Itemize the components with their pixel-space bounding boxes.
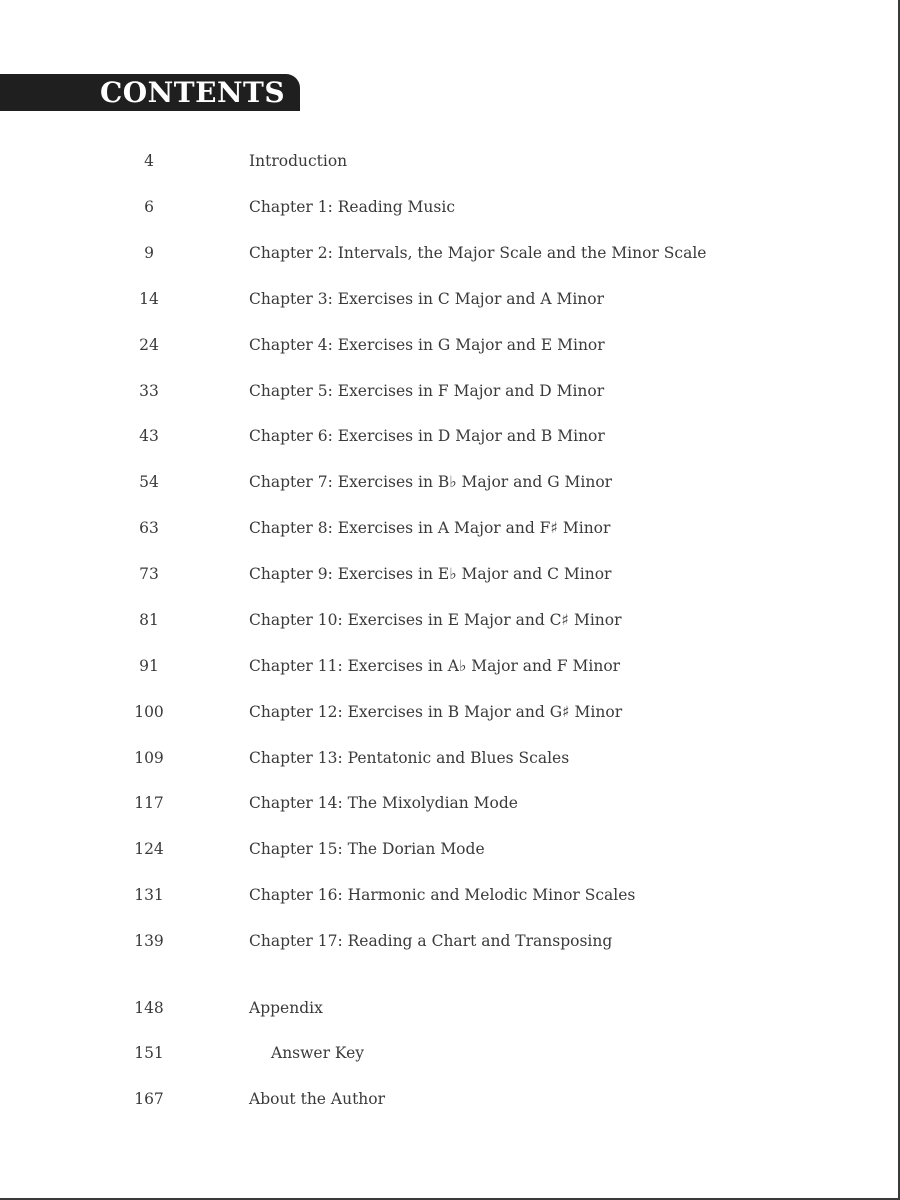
toc-row-chapter-4[interactable] [0, 333, 900, 357]
toc-entry-title: Chapter 9: Exercises in E♭ Major and C Minor [249, 565, 612, 583]
toc-row-chapter-13[interactable] [0, 746, 900, 770]
toc-page-number: 81 [139, 611, 159, 629]
toc-page-number: 124 [134, 840, 164, 858]
toc-entry-title: Chapter 8: Exercises in A Major and F♯ Minor [249, 519, 611, 537]
toc-page-number: 139 [134, 932, 164, 950]
toc-entry-title: Appendix [249, 999, 323, 1017]
toc-row-chapter-17[interactable] [0, 929, 900, 953]
toc-page-number: 4 [144, 152, 154, 170]
toc-entry-title: Chapter 15: The Dorian Mode [249, 840, 485, 858]
toc-page-number: 167 [134, 1090, 164, 1108]
toc-entry-title: Chapter 7: Exercises in B♭ Major and G Minor [249, 473, 613, 491]
toc-page-number: 148 [134, 999, 164, 1017]
toc-row-answer-key[interactable] [0, 1041, 900, 1065]
toc-entry-title: Chapter 17: Reading a Chart and Transposing [249, 932, 613, 950]
toc-row-chapter-3[interactable] [0, 287, 900, 311]
toc-row-chapter-9[interactable] [0, 562, 900, 586]
toc-entry-title: Chapter 2: Intervals, the Major Scale and the Minor Scale [249, 244, 707, 262]
toc-entry-title: Chapter 13: Pentatonic and Blues Scales [249, 749, 570, 767]
toc-row-chapter-11[interactable] [0, 654, 900, 678]
toc-page-number: 63 [139, 519, 159, 537]
toc-page-number: 9 [144, 244, 154, 262]
toc-entry-title: Chapter 11: Exercises in A♭ Major and F Minor [249, 657, 621, 675]
toc-entry-title: Chapter 6: Exercises in D Major and B Minor [249, 427, 605, 445]
toc-entry-title: Chapter 1: Reading Music [249, 198, 455, 216]
toc-row-appendix[interactable] [0, 996, 900, 1020]
toc-row-chapter-16[interactable] [0, 883, 900, 907]
toc-entry-title: About the Author [249, 1090, 386, 1108]
toc-page-number: 91 [139, 657, 159, 675]
page-title: CONTENTS [100, 76, 286, 109]
toc-entry-title: Introduction [249, 152, 348, 170]
toc-entry-title: Chapter 12: Exercises in B Major and G♯ Minor [249, 703, 623, 721]
toc-page-number: 109 [134, 749, 164, 767]
toc-page-number: 131 [134, 886, 164, 904]
toc-page-number: 14 [139, 290, 159, 308]
toc-row-chapter-5[interactable] [0, 379, 900, 403]
toc-row-introduction[interactable] [0, 149, 900, 173]
toc-page-number: 43 [139, 427, 159, 445]
toc-row-chapter-15[interactable] [0, 837, 900, 861]
toc-row-chapter-6[interactable] [0, 424, 900, 448]
toc-row-chapter-1[interactable] [0, 195, 900, 219]
toc-row-chapter-8[interactable] [0, 516, 900, 540]
toc-page-number: 6 [144, 198, 154, 216]
toc-page-number: 100 [134, 703, 164, 721]
toc-entry-title: Chapter 4: Exercises in G Major and E Minor [249, 336, 605, 354]
toc-row-chapter-2[interactable] [0, 241, 900, 265]
toc-row-chapter-7[interactable] [0, 470, 900, 494]
toc-page-number: 151 [134, 1044, 164, 1062]
toc-page-number: 33 [139, 382, 159, 400]
toc-row-chapter-12[interactable] [0, 700, 900, 724]
toc-row-chapter-10[interactable] [0, 608, 900, 632]
toc-page-number: 24 [139, 336, 159, 354]
toc-entry-title: Chapter 10: Exercises in E Major and C♯ Minor [249, 611, 622, 629]
toc-entry-title: Chapter 3: Exercises in C Major and A Minor [249, 290, 605, 308]
toc-row-about-the-author[interactable] [0, 1087, 900, 1111]
toc-entry-title: Chapter 16: Harmonic and Melodic Minor Scales [249, 886, 636, 904]
toc-page-number: 73 [139, 565, 159, 583]
toc-page-number: 54 [139, 473, 159, 491]
toc-entry-title: Chapter 5: Exercises in F Major and D Minor [249, 382, 605, 400]
toc-entry-title: Chapter 14: The Mixolydian Mode [249, 794, 518, 812]
toc-entry-title: Answer Key [271, 1044, 364, 1062]
toc-page-number: 117 [134, 794, 164, 812]
toc-row-chapter-14[interactable] [0, 791, 900, 815]
